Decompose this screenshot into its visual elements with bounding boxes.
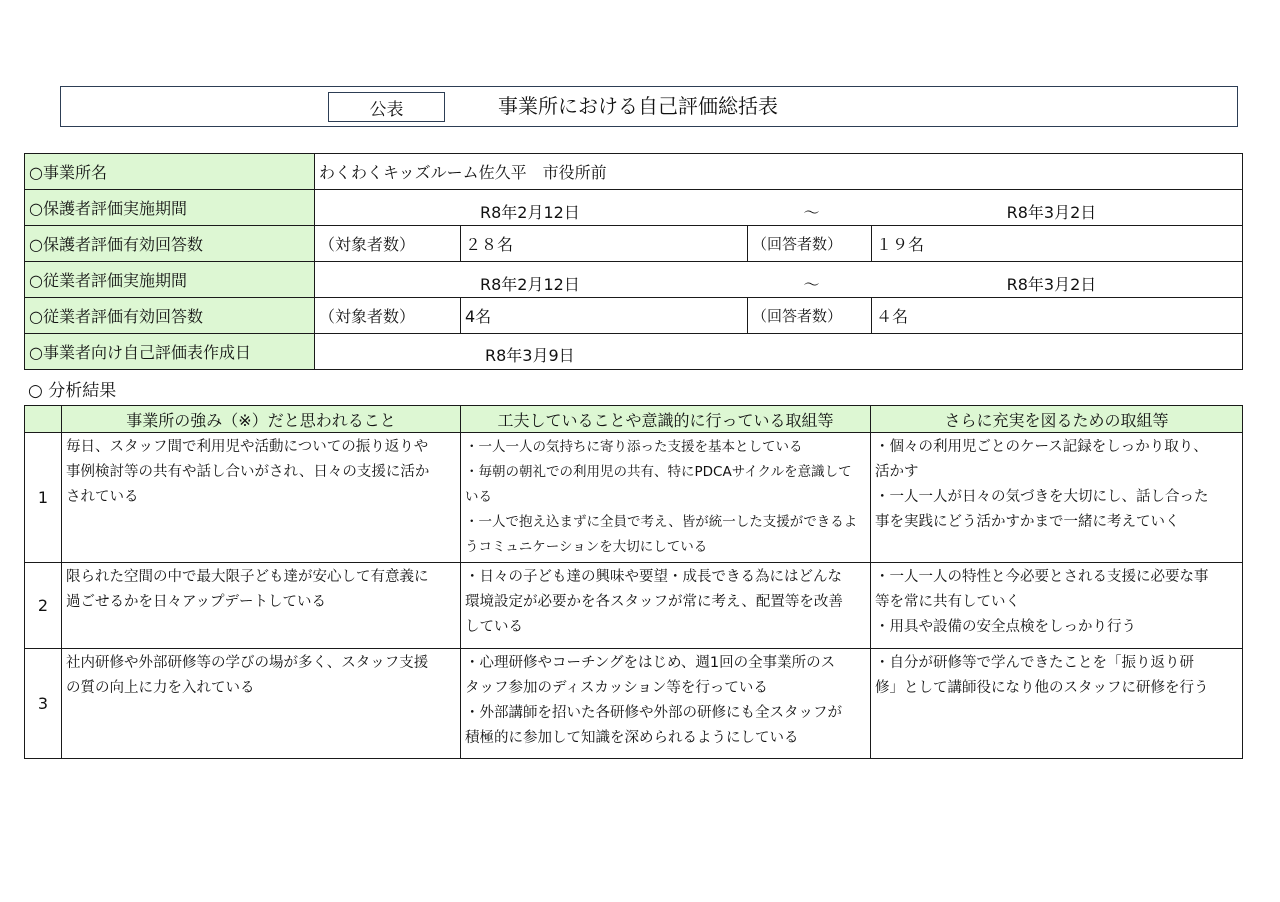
title-box — [60, 86, 1238, 127]
office-name-label: ○事業所名 — [25, 154, 315, 190]
guardian-period-row — [25, 190, 1243, 226]
staff-period-start: R8年2月12日 — [315, 262, 748, 298]
staff-target-value: 4名 — [461, 298, 748, 334]
improve-text-line: 活かす — [875, 464, 919, 480]
effort-text-line: 積極的に参加して知識を深められるようにしている — [465, 730, 799, 746]
guardian-period-label: ○保護者評価実施期間 — [25, 190, 315, 226]
office-name-row — [25, 154, 1243, 190]
public-badge: 公表 — [328, 92, 445, 122]
effort-text-line: うコミュニケーションを大切にしている — [465, 539, 708, 555]
improve-text-line: ・用具や設備の安全点検をしっかり行う — [875, 619, 1136, 635]
effort-text-line: ・一人一人の気持ちに寄り添った支援を基本としている — [465, 439, 803, 455]
analysis-header-row — [25, 406, 1243, 433]
staff-period-label: ○従業者評価実施期間 — [25, 262, 315, 298]
row-number: 2 — [25, 563, 62, 649]
created-date-row — [25, 334, 1243, 370]
guardian-answer-label: （回答者数） — [748, 226, 872, 262]
effort-text-line: ・毎朝の朝礼での利用児の共有、特にPDCAサイクルを意識して — [465, 464, 852, 480]
analysis-table — [24, 405, 1243, 759]
document-title: 事業所における自己評価総括表 — [498, 94, 778, 118]
effort-cell — [461, 563, 871, 649]
guardian-period-end-cell — [748, 190, 1243, 226]
guardian-answer-value: １９名 — [872, 226, 1243, 262]
strength-cell — [62, 563, 461, 649]
guardian-responses-label: ○保護者評価有効回答数 — [25, 226, 315, 262]
effort-text-line: ・日々の子ども達の興味や要望・成長できる為にはどんな — [465, 569, 842, 585]
row-number: 1 — [25, 433, 62, 563]
analysis-body — [25, 433, 1243, 759]
staff-responses-label: ○従業者評価有効回答数 — [25, 298, 315, 334]
guardian-target-value: ２８名 — [461, 226, 748, 262]
effort-column-header: 工夫していることや意識的に行っている取組等 — [461, 406, 871, 433]
guardian-period-start: R8年2月12日 — [315, 190, 748, 226]
strength-cell — [62, 649, 461, 759]
strength-text-line: 社内研修や外部研修等の学びの場が多く、スタッフ支援 — [66, 655, 429, 671]
improve-text-line: 事を実践にどう活かすかまで一緒に考えていく — [875, 514, 1180, 530]
created-date-label: ○事業者向け自己評価表作成日 — [25, 334, 315, 370]
effort-text-line: ・心理研修やコーチングをはじめ、週1回の全事業所のス — [465, 655, 836, 671]
improve-cell — [871, 563, 1243, 649]
guardian-period-end: R8年3月2日 — [1006, 203, 1097, 222]
strength-text-line: 限られた空間の中で最大限子ども達が安心して有意義に — [66, 569, 429, 585]
guardian-period-separator: ～ — [803, 203, 820, 222]
effort-cell — [461, 433, 871, 563]
improve-cell — [871, 649, 1243, 759]
strength-cell — [62, 433, 461, 563]
staff-answer-value: ４名 — [872, 298, 1243, 334]
staff-target-label: （対象者数） — [315, 298, 461, 334]
staff-answer-label: （回答者数） — [748, 298, 872, 334]
staff-period-row — [25, 262, 1243, 298]
guardian-target-label: （対象者数） — [315, 226, 461, 262]
number-column-header — [25, 406, 62, 433]
staff-period-separator: ～ — [803, 275, 820, 294]
improve-text-line: 等を常に共有していく — [875, 594, 1020, 610]
row-number: 3 — [25, 649, 62, 759]
strength-text-line: 過ごせるかを日々アップデートしている — [66, 594, 326, 610]
effort-text-line: いる — [465, 489, 492, 505]
effort-cell — [461, 649, 871, 759]
guardian-responses-row — [25, 226, 1243, 262]
effort-text-line: タッフ参加のディスカッション等を行っている — [465, 680, 768, 696]
office-info-table — [24, 153, 1243, 370]
improve-text-line: ・個々の利用児ごとのケース記録をしっかり取り、 — [875, 439, 1208, 455]
staff-period-end-cell — [748, 262, 1243, 298]
office-name-value: わくわくキッズルーム佐久平 市役所前 — [315, 154, 1243, 190]
staff-responses-row — [25, 298, 1243, 334]
effort-text-line: 環境設定が必要かを各スタッフが常に考え、配置等を改善 — [465, 594, 843, 610]
analysis-row — [25, 433, 1243, 563]
improve-cell — [871, 433, 1243, 563]
analysis-row — [25, 563, 1243, 649]
improve-column-header: さらに充実を図るための取組等 — [871, 406, 1243, 433]
effort-text-line: している — [465, 619, 523, 635]
strength-text-line: 事例検討等の共有や話し合いがされ、日々の支援に活か — [66, 464, 430, 480]
strength-text-line: の質の向上に力を入れている — [66, 680, 255, 696]
staff-period-end: R8年3月2日 — [1006, 275, 1097, 294]
improve-text-line: ・一人一人が日々の気づきを大切にし、話し合った — [875, 489, 1209, 505]
analysis-section-title: ○ 分析結果 — [28, 381, 117, 401]
analysis-row — [25, 649, 1243, 759]
strength-text-line: されている — [66, 489, 139, 505]
strength-text-line: 毎日、スタッフ間で利用児や活動についての振り返りや — [66, 439, 429, 455]
strength-column-header: 事業所の強み（※）だと思われること — [62, 406, 461, 433]
effort-text-line: ・外部講師を招いた各研修や外部の研修にも全スタッフが — [465, 705, 842, 721]
improve-text-line: ・一人一人の特性と今必要とされる支援に必要な事 — [875, 569, 1209, 585]
improve-text-line: 修」として講師役になり他のスタッフに研修を行う — [875, 680, 1209, 696]
created-date-value: R8年3月9日 — [315, 334, 1243, 370]
effort-text-line: ・一人で抱え込まずに全員で考え、皆が統一した支援ができるよ — [465, 514, 858, 530]
improve-text-line: ・自分が研修等で学んできたことを「振り返り研 — [875, 655, 1194, 671]
